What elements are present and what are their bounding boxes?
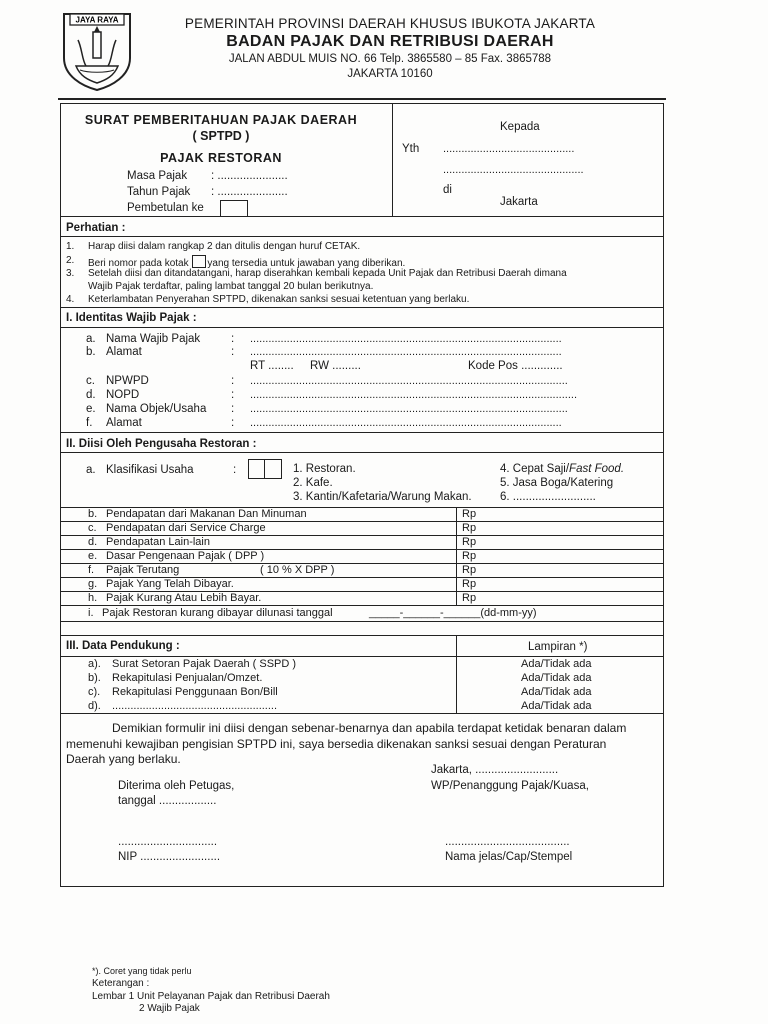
footnote-coret: *). Coret yang tidak perlu: [92, 966, 192, 976]
alamat-wp-label: Alamat: [106, 346, 142, 358]
lunas-letter: i.: [88, 607, 94, 619]
header-government: PEMERINTAH PROVINSI DAERAH KHUSUS IBUKOTA JAKARTA: [184, 16, 596, 31]
npwpd-field[interactable]: ........................................................................................................: [250, 375, 568, 387]
nama-objek-label: Nama Objek/Usaha: [106, 403, 207, 415]
identitas-letter: d.: [86, 389, 96, 401]
header-agency: BADAN PAJAK DAN RETRIBUSI DAERAH: [226, 33, 554, 50]
perhatian-num-4: 4.: [66, 294, 75, 305]
header-city: JAKARTA 10160: [347, 68, 433, 80]
pajak-kurang-lebih-rp[interactable]: Rp: [462, 592, 477, 604]
amount-letter: c.: [88, 522, 97, 534]
identitas-colon: :: [231, 389, 235, 401]
lunas-date-field[interactable]: _____-______-______(dd-mm-yy): [369, 607, 537, 619]
pendukung-heading: III. Data Pendukung :: [66, 640, 180, 652]
masa-pajak-label: Masa Pajak: [127, 170, 188, 182]
perhatian-num-3: 3.: [66, 268, 75, 279]
nama-wp-label: Nama Wajib Pajak: [106, 333, 201, 345]
rekap-penjualan-status[interactable]: Ada/Tidak ada: [521, 672, 592, 684]
di-label: di: [443, 184, 452, 196]
amount-letter: h.: [88, 592, 98, 604]
jaya-raya-emblem-icon: [60, 10, 134, 92]
amount-letter: e.: [88, 550, 98, 562]
lunas-label: Pajak Restoran kurang dibayar dilunasi tanggal: [102, 607, 333, 619]
pajak-terutang-label: Pajak Terutang: [106, 564, 180, 576]
jakarta-date-field[interactable]: Jakarta, ..........................: [431, 764, 559, 776]
rule-perhatian-sub: [60, 236, 664, 237]
pendukung-letter: a).: [88, 658, 101, 670]
declaration-line-2: memenuhi kewajiban pengisian SPTPD ini, saya bersedia dikenakan sanksi sesuai dengan Peraturan: [66, 737, 607, 751]
rule-declaration: [60, 713, 664, 714]
rule-identitas-sub: [60, 327, 664, 328]
nama-objek-field[interactable]: ........................................................................................................: [250, 403, 568, 415]
nama-jelas-label: Nama jelas/Cap/Stempel: [445, 851, 573, 863]
identitas-heading: I. Identitas Wajib Pajak :: [66, 312, 197, 324]
identitas-letter: a.: [86, 333, 96, 345]
yth-label: Yth: [402, 143, 420, 155]
header-divider: [58, 98, 666, 100]
form-subtitle: PAJAK RESTORAN: [160, 151, 282, 165]
lainnya-status[interactable]: Ada/Tidak ada: [521, 700, 592, 712]
tanggal-field[interactable]: tanggal ..................: [118, 795, 217, 807]
lampiran-column-divider: [456, 635, 457, 713]
rw-field[interactable]: RW .........: [310, 360, 361, 372]
title-divider: [392, 103, 393, 216]
pendapatan-service-rp[interactable]: Rp: [462, 522, 477, 534]
identitas-letter: c.: [86, 375, 95, 387]
pendukung-letter: d).: [88, 700, 101, 712]
petugas-signature-field[interactable]: ...............................: [118, 836, 218, 848]
pajak-dibayar-label: Pajak Yang Telah Dibayar.: [106, 578, 234, 590]
amount-letter: g.: [88, 578, 98, 590]
pajak-terutang-rate: ( 10 % X DPP ): [260, 564, 335, 576]
rt-field[interactable]: RT ........: [250, 360, 294, 372]
perhatian-heading: Perhatian :: [66, 222, 126, 234]
diterima-label: Diterima oleh Petugas,: [118, 780, 235, 792]
amount-letter: f.: [88, 564, 95, 576]
klasifikasi-label: Klasifikasi Usaha: [106, 464, 194, 476]
option-restoran: 1. Restoran.: [293, 463, 356, 475]
form-title: SURAT PEMBERITAHUAN PAJAK DAERAH: [84, 113, 358, 127]
klasifikasi-colon: :: [233, 464, 237, 476]
masa-pajak-field[interactable]: : ......................: [211, 170, 288, 182]
tahun-pajak-label: Tahun Pajak: [127, 186, 191, 198]
alamat-objek-label: Alamat: [106, 417, 142, 429]
nopd-label: NOPD: [106, 389, 140, 401]
wp-signature-field[interactable]: .......................................: [445, 836, 570, 848]
klasifikasi-box[interactable]: [248, 459, 282, 479]
pajak-terutang-rp[interactable]: Rp: [462, 564, 477, 576]
identitas-letter: f.: [86, 417, 93, 429]
pajak-kurang-lebih-label: Pajak Kurang Atau Lebih Bayar.: [106, 592, 262, 604]
nip-field[interactable]: NIP .........................: [118, 851, 221, 863]
pajak-dibayar-rp[interactable]: Rp: [462, 578, 477, 590]
amount-letter: d.: [88, 536, 98, 548]
footnote-lembar-2: 2 Wajib Pajak: [139, 1003, 200, 1014]
recipient-field-2[interactable]: ..............................................: [443, 164, 584, 176]
footnote-lembar-1: Lembar 1 Unit Pelayanan Pajak dan Retribusi Daerah: [92, 991, 330, 1002]
emblem-text: JAYA RAYA: [75, 15, 119, 25]
option-kafe: 2. Kafe.: [293, 477, 333, 489]
declaration-line-3: Daerah yang berlaku.: [66, 752, 181, 766]
kepada-label: Kepada: [500, 121, 540, 133]
identitas-colon: :: [231, 417, 235, 429]
pendapatan-makanan-label: Pendapatan dari Makanan Dan Minuman: [106, 508, 307, 520]
rule-lunas: [60, 621, 664, 622]
option-jasa-boga: 5. Jasa Boga/Katering: [500, 477, 614, 489]
rule-pengusaha: [60, 432, 664, 433]
rule-pendukung: [60, 635, 664, 636]
identitas-letter: b.: [86, 346, 96, 358]
sample-box-icon: [192, 255, 206, 268]
rekap-penjualan-label: Rekapitulasi Penjualan/Omzet.: [112, 672, 263, 684]
tahun-pajak-field[interactable]: : ......................: [211, 186, 288, 198]
pendukung-letter: b).: [88, 672, 101, 684]
identitas-colon: :: [231, 375, 235, 387]
wp-label: WP/Penanggung Pajak/Kuasa,: [431, 780, 589, 792]
sspd-label: Surat Setoran Pajak Daerah ( SSPD ): [112, 658, 297, 670]
dpp-rp[interactable]: Rp: [462, 550, 477, 562]
rule-perhatian: [60, 216, 664, 217]
rule-pendukung-sub: [60, 656, 664, 657]
header-address: JALAN ABDUL MUIS NO. 66 Telp. 3865580 – 85 Fax. 3865788: [228, 53, 552, 65]
perhatian-item-2: Beri nomor pada kotak yang tersedia untuk jawaban yang diberikan.: [88, 255, 405, 269]
option-cepat-saji: 4. Cepat Saji/Fast Food.: [500, 463, 625, 475]
nama-wp-field[interactable]: ......................................................................................................: [250, 333, 562, 345]
option-kantin: 3. Kantin/Kafetaria/Warung Makan.: [293, 491, 472, 503]
recipient-field[interactable]: ...........................................: [443, 143, 575, 155]
identitas-letter: e.: [86, 403, 96, 415]
pembetulan-label: Pembetulan ke: [127, 202, 204, 214]
pendapatan-makanan-rp[interactable]: Rp: [462, 508, 477, 520]
dpp-label: Dasar Pengenaan Pajak ( DPP ): [106, 550, 265, 562]
rekap-bon-label: Rekapitulasi Penggunaan Bon/Bill: [112, 686, 278, 698]
pembetulan-box[interactable]: [220, 200, 248, 217]
form-code: ( SPTPD ): [192, 129, 250, 143]
declaration-line-1: Demikian formulir ini diisi dengan sebenar-benarnya dan apabila terdapat ketidak benaran dalam: [112, 721, 627, 735]
npwpd-label: NPWPD: [106, 375, 149, 387]
pengusaha-heading: II. Diisi Oleh Pengusaha Restoran :: [66, 438, 257, 450]
pendapatan-service-label: Pendapatan dari Service Charge: [106, 522, 266, 534]
kode-pos-field[interactable]: Kode Pos .............: [468, 360, 563, 372]
perhatian-num-1: 1.: [66, 241, 75, 252]
pendapatan-lain-label: Pendapatan Lain-lain: [106, 536, 210, 548]
klasifikasi-letter: a.: [86, 464, 96, 476]
perhatian-num-2: 2.: [66, 255, 75, 266]
pendapatan-lain-rp[interactable]: Rp: [462, 536, 477, 548]
rule-amount-8: [60, 605, 664, 606]
perhatian-item-1: Harap diisi dalam rangkap 2 dan ditulis dengan huruf CETAK.: [88, 241, 361, 252]
rule-identitas: [60, 307, 664, 308]
perhatian-item-3b: Wajib Pajak terdaftar, paling lambat tanggal 20 bulan berikutnya.: [88, 281, 374, 292]
lampiran-heading: Lampiran *): [528, 641, 588, 653]
alamat-objek-field[interactable]: ......................................................................................................: [250, 417, 562, 429]
rule-pengusaha-sub: [60, 452, 664, 453]
amount-column-divider: [456, 507, 457, 605]
jakarta-label: Jakarta: [500, 196, 538, 208]
option-lainnya: 6. ..........................: [500, 491, 596, 503]
footnote-keterangan: Keterangan :: [92, 978, 150, 989]
identitas-colon: :: [231, 333, 235, 345]
identitas-colon: :: [231, 403, 235, 415]
perhatian-item-3a: Setelah diisi dan ditandatangani, harap diserahkan kembali kepada Unit Pajak dan Retribusi Daerah dimana: [88, 268, 567, 279]
lainnya-field[interactable]: ......................................................: [112, 700, 278, 712]
pendukung-letter: c).: [88, 686, 101, 698]
sspd-status[interactable]: Ada/Tidak ada: [521, 658, 592, 670]
perhatian-item-4: Keterlambatan Penyerahan SPTPD, dikenakan sanksi sesuai ketentuan yang berlaku.: [88, 294, 470, 305]
amount-letter: b.: [88, 508, 98, 520]
nopd-field[interactable]: ...........................................................................................................: [250, 389, 578, 401]
identitas-colon: :: [231, 346, 235, 358]
alamat-wp-field[interactable]: ......................................................................................................: [250, 346, 562, 358]
rekap-bon-status[interactable]: Ada/Tidak ada: [521, 686, 592, 698]
